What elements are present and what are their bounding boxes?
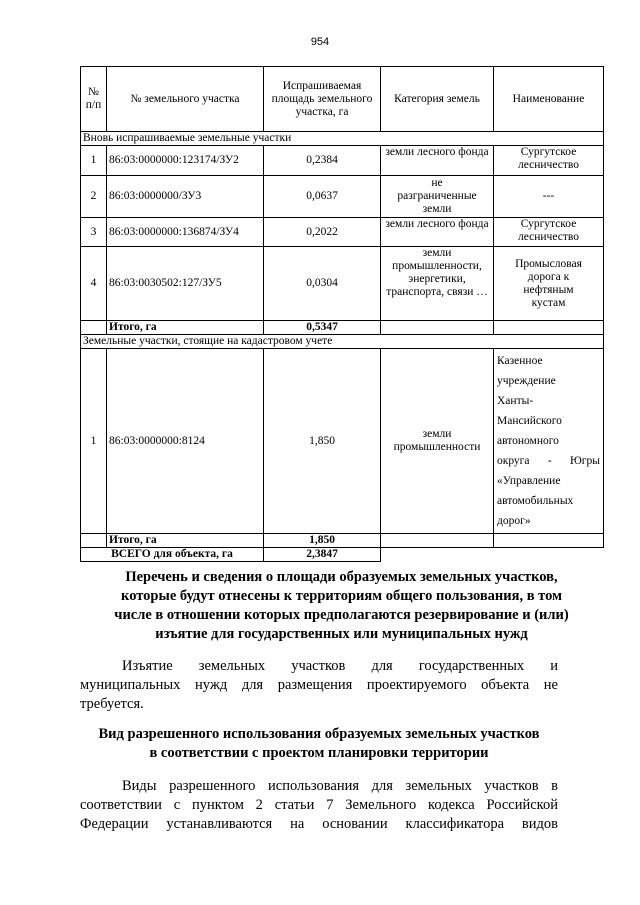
header-plot: № земельного участка	[107, 67, 264, 132]
cell-name: Сургутское лесничество	[494, 146, 604, 176]
section-row	[81, 335, 604, 349]
total-label: Итого, га	[107, 321, 264, 335]
section-heading-2: Вид разрешенного использования образуемых земельных участков в соответствии с проектом планировки территории	[98, 726, 540, 761]
total-row	[81, 321, 604, 335]
cell-plot: 86:03:0000000:136874/ЗУ4	[107, 218, 264, 247]
grand-total-value: 2,3847	[264, 548, 381, 562]
total-row	[81, 534, 604, 548]
cell-name: Сургутское лесничество	[494, 218, 604, 247]
cell-name: ---	[494, 176, 604, 218]
paragraph-2: Виды разрешенного использования для земельных участков в соответствии с пунктом 2 статьи 7 Земельного кодекса Российской Федерации устанавливаются на основании классификатора видов	[80, 778, 558, 832]
table-row	[81, 218, 604, 247]
grand-total-row	[81, 548, 604, 562]
cell-name: Казенное учреждение Ханты- Мансийского автономного округа - Югры «Управление автомобильных дорог»	[494, 349, 604, 534]
cell-category: земли промышленности, энергетики, транспорта, связи …	[381, 247, 494, 321]
cell-category: не разграниченные земли	[381, 176, 494, 218]
cell-category: земли промышленности	[381, 349, 494, 534]
grand-total-label: ВСЕГО для объекта, га	[81, 548, 264, 562]
section-heading-1: Перечень и сведения о площади образуемых земельных участков, которые будут отнесены к территориям общего пользования, в том числе в отношении которых предполагаются резервирование и (или) изъятие для государственных или муниципальных нужд	[114, 569, 569, 642]
cell-category: земли лесного фонда	[381, 218, 494, 247]
header-category: Категория земель	[381, 67, 494, 132]
total-value: 0,5347	[264, 321, 381, 335]
total-value: 1,850	[264, 534, 381, 548]
page-number: 954	[310, 36, 330, 48]
cell-plot: 86:03:0000000:123174/ЗУ2	[107, 146, 264, 176]
cell-num: 1	[81, 349, 107, 534]
table-row	[81, 349, 604, 534]
cell-area: 0,2384	[264, 146, 381, 176]
cell-area: 0,0637	[264, 176, 381, 218]
section-title: Вновь испрашиваемые земельные участки	[81, 132, 604, 146]
cell-num: 4	[81, 247, 107, 321]
cell-num: 3	[81, 218, 107, 247]
cell-area: 1,850	[264, 349, 381, 534]
paragraph-1: Изъятие земельных участков для государственных и муниципальных нужд для размещения проектируемого объекта не требуется.	[80, 658, 558, 712]
cell-plot: 86:03:0030502:127/ЗУ5	[107, 247, 264, 321]
land-plots-table	[80, 66, 604, 562]
cell-plot: 86:03:0000000:8124	[107, 349, 264, 534]
cell-area: 0,2022	[264, 218, 381, 247]
header-name: Наименование	[494, 67, 604, 132]
cell-num: 2	[81, 176, 107, 218]
table-row	[81, 146, 604, 176]
table-row	[81, 176, 604, 218]
header-num: № п/п	[81, 67, 107, 132]
cell-area: 0,0304	[264, 247, 381, 321]
cell-category: земли лесного фонда	[381, 146, 494, 176]
cell-num: 1	[81, 146, 107, 176]
section-title: Земельные участки, стоящие на кадастровом учете	[81, 335, 604, 349]
table-header-row	[81, 67, 604, 132]
section-row	[81, 132, 604, 146]
table-row	[81, 247, 604, 321]
total-label: Итого, га	[107, 534, 264, 548]
header-area: Испрашиваемая площадь земельного участка, га	[264, 67, 381, 132]
cell-name: Промысловая дорога к нефтяным кустам	[494, 247, 604, 321]
cell-plot: 86:03:0000000/ЗУ3	[107, 176, 264, 218]
